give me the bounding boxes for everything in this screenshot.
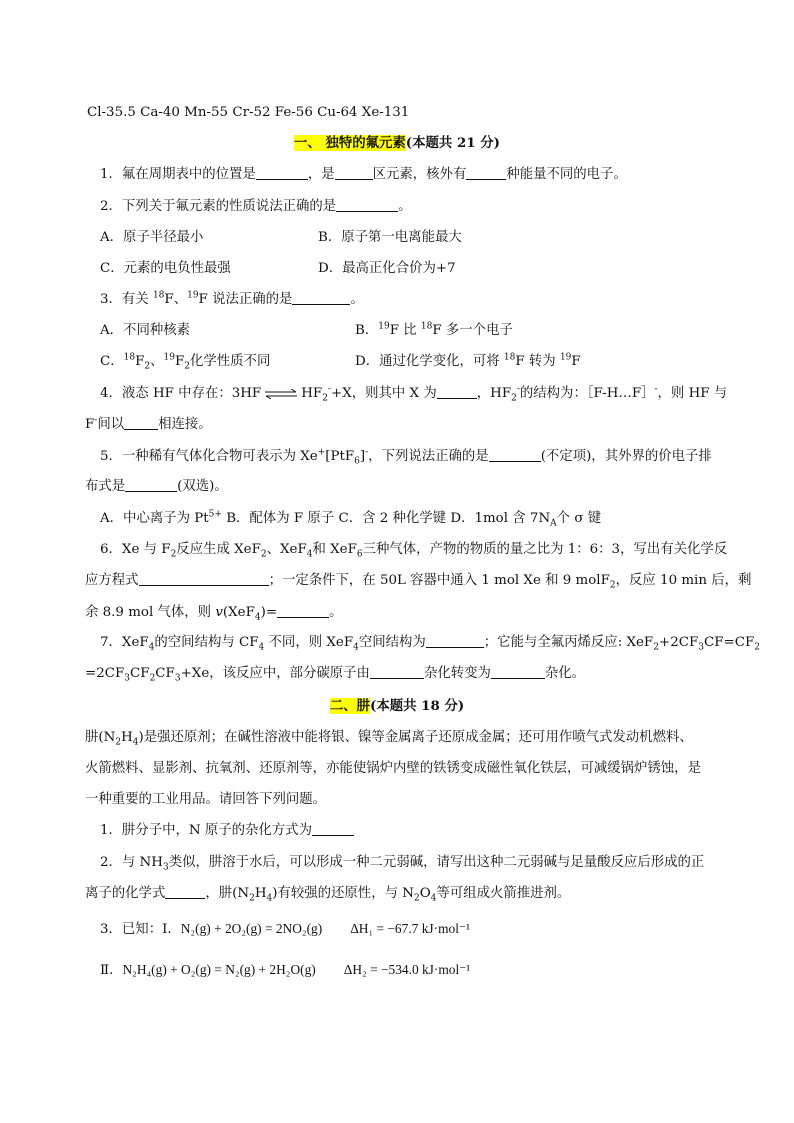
section1-heading [0, 134, 794, 153]
section1-title: 一、 独特的氟元素 [294, 135, 406, 151]
q2-option-b: B．原子第一电离能最大 [318, 230, 462, 245]
q4-blank-2[interactable] [124, 416, 158, 430]
q2-blank[interactable] [336, 198, 398, 212]
p2-blank[interactable] [165, 885, 205, 899]
q7-blank-2[interactable] [370, 665, 424, 679]
q4-blank-1[interactable] [437, 385, 477, 399]
q6-line2: 应方程式 ；一定条件下，在 50L 容器中通入 1 mol Xe 和 9 molF$_2$，反应 10 min 后，剩 [85, 573, 752, 591]
q2-option-d: D．最高正化合价为+7 [318, 261, 456, 276]
section2-title: 二、肼 [329, 698, 370, 714]
enthalpy-1: ΔH₁ = −67.7 kJ·mol⁻¹ [350, 921, 470, 936]
q7-line2: $=2CF_3CF_2CF_3+Xe$，该反应中，部分碳原子由 杂化转变为 杂化。 [85, 666, 586, 684]
p1: 1．肼分子中，N 原子的杂化方式为 [100, 822, 354, 840]
p3-eq2: Ⅱ．N₂H₄(g) + O₂(g) = N₂(g) + 2H₂O(g) ΔH₂ = −534.0 kJ·mol⁻¹ [100, 962, 471, 978]
q6-blank-1[interactable] [139, 572, 269, 586]
q2-option-a: A．原子半径最小 [100, 230, 204, 245]
q1-blank-3[interactable] [466, 166, 506, 180]
q6-line3: 余 8.9 mol 气体，则 v(XeF$_4$)= 。 [85, 605, 343, 623]
q3-blank[interactable] [292, 291, 350, 305]
q5-line2: 布式是 (双选)。 [85, 479, 228, 494]
intro-line2: 火箭燃料、显影剂、抗氧剂、还原剂等，亦能使锅炉内壁的铁锈变成磁性氧化铁层，可减缓锅炉锈蚀，是 [85, 761, 701, 776]
q1-blank-2[interactable] [335, 166, 373, 180]
intro-line1: 肼$(N_2H_4)$是强还原剂；在碱性溶液中能将银、镍等金属离子还原成金属；还可用作喷气式发动机燃料、 [85, 730, 693, 748]
intro-line3: 一种重要的工业用品。请回答下列问题。 [85, 792, 327, 807]
q5-blank-2[interactable] [125, 478, 177, 492]
q1-blank-1[interactable] [256, 166, 308, 180]
q2-option-c: C．元素的电负性最强 [100, 261, 231, 276]
section1-score: (本题共 21 分) [405, 135, 500, 151]
q5-blank-1[interactable] [489, 448, 541, 462]
q2-stem: 2．下列关于氟元素的性质说法正确的是 。 [100, 199, 412, 214]
section2-score: (本题共 18 分) [369, 698, 465, 714]
enthalpy-2: ΔH₂ = −534.0 kJ·mol⁻¹ [343, 962, 471, 977]
q7-blank-3[interactable] [491, 665, 545, 679]
equation-1: N₂(g) + 2O₂(g) = 2NO₂(g) [180, 921, 323, 936]
q6-line1: 6．Xe 与 $F_2$反应生成 XeF$_2$、XeF$_4$和 XeF$_6$三种气体，产物的物质的量之比为 1：6：3，写出有关化学反 [100, 542, 728, 560]
q4-line1: 4．液态 HF 中存在：3HF $HF_2^-+X$，则其中 X 为 ，$HF_2^-$的结构为：［F-H…F］-，则 HF 与 [100, 384, 728, 404]
q7-blank-1[interactable] [426, 634, 484, 648]
q5-line1: 5．一种稀有气体化合物可表示为 Xe+[PtF$_6$]-，下列说法正确的是 (不定项)，其外界的价电子排 [100, 447, 712, 467]
atomic-masses: Cl-35.5 Ca-40 Mn-55 Cr-52 Fe-56 Cu-64 Xe-131 [87, 105, 410, 120]
p2-line1: 2．与 $NH_3$类似，肼溶于水后，可以形成一种二元弱碱，请写出这种二元弱碱与足量酸反应后形成的正 [100, 855, 705, 873]
equation-2: N₂H₄(g) + O₂(g) = N₂(g) + 2H₂O(g) [122, 962, 316, 977]
p2-line2: 离子的化学式 ，肼$(N_2H_4)$有较强的还原性，与 $N_2O_4$等可组成火箭推进剂。 [85, 886, 571, 904]
q1: 1．氟在周期表中的位置是 ，是 区元素，核外有 种能量不同的电子。 [100, 167, 627, 182]
q6-blank-2[interactable] [277, 604, 329, 618]
section2-heading [0, 697, 794, 716]
q5-options: A．中心离子为 $Pt^{5+}$ B．配体为 F 原子 C．含 2 种化学键 D．1mol 含 $7N_A$个 σ 键 [100, 509, 602, 529]
q3-option-d: D．通过化学变化，可将 $^{18}$F 转为 $^{19}$F [355, 352, 581, 369]
p1-blank[interactable] [312, 822, 354, 836]
q3-option-a: A．不同种核素 [100, 323, 191, 338]
p3-eq1: 3．已知：Ⅰ．N₂(g) + 2O₂(g) = 2NO₂(g) ΔH₁ = −67.7 kJ·mol⁻¹ [100, 921, 470, 937]
q3-option-b: B．$^{19}$F 比 $^{18}$F 多一个电子 [355, 321, 513, 338]
q4-line2: F-间以 相连接。 [85, 415, 212, 432]
q7-line1: 7．XeF$_4$的空间结构与 $CF_4$ 不同，则 XeF$_4$空间结构为 ；它能与全氟丙烯反应: $XeF_2+2CF_3CF=CF_2$ [100, 635, 761, 653]
equilibrium-arrow-icon [264, 389, 298, 399]
q3-stem: 3．有关 $^{18}$F、$^{19}$F 说法正确的是 。 [100, 290, 364, 307]
q3-option-c: C．$^{18}F_2$、$^{19}F_2$化学性质不同 [100, 352, 271, 372]
